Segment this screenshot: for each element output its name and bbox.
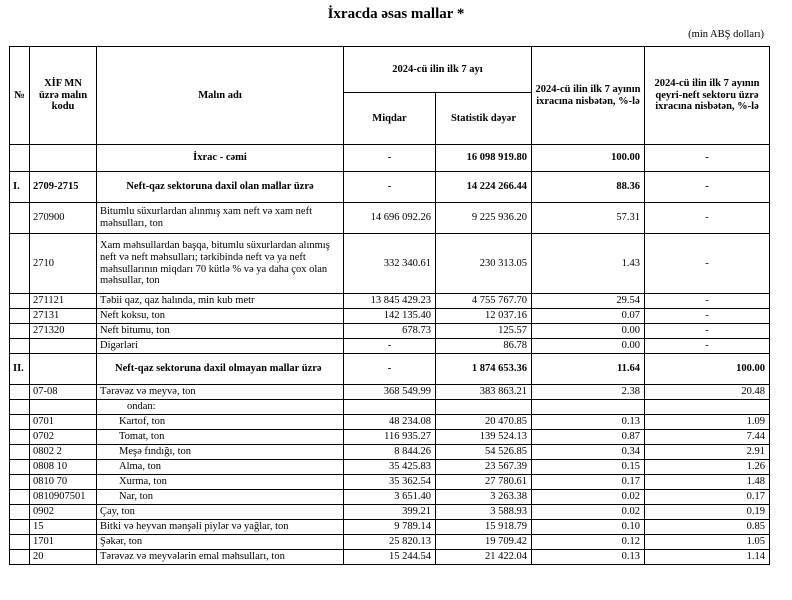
- row-value: 19 709.42: [436, 535, 532, 550]
- row-qty: 48 234.08: [344, 415, 436, 430]
- row-share2: -: [645, 324, 770, 339]
- header-share-total: 2024-cü ilin ilk 7 ayının ixracına nisbətən, %-lə: [532, 47, 645, 145]
- row-value: 20 470.85: [436, 415, 532, 430]
- row-value: 383 863.21: [436, 385, 532, 400]
- row-share: 100.00: [532, 145, 645, 172]
- row-name: Xurma, ton: [97, 475, 344, 490]
- row-value: 3 588.93: [436, 505, 532, 520]
- row-value: 9 225 936.20: [436, 203, 532, 234]
- row-num: [10, 385, 30, 400]
- row-share: 57.31: [532, 203, 645, 234]
- row-name: Bitki və heyvan mənşəli piylər və yağlar, ton: [97, 520, 344, 535]
- row-share: [532, 400, 645, 415]
- row-qty: 9 789.14: [344, 520, 436, 535]
- row-share: 88.36: [532, 172, 645, 203]
- row-code: 2709-2715: [30, 172, 97, 203]
- row-name: İxrac - cəmi: [97, 145, 344, 172]
- page-title: İxracda əsas mallar *: [327, 6, 465, 22]
- row-num: [10, 430, 30, 445]
- row-num: [10, 415, 30, 430]
- row-share2: 1.05: [645, 535, 770, 550]
- row-qty: 368 549.99: [344, 385, 436, 400]
- row-share2: -: [645, 145, 770, 172]
- row-share: 0.00: [532, 324, 645, 339]
- unit-note: (min ABŞ dolları): [688, 29, 764, 40]
- row-share: 1.43: [532, 234, 645, 294]
- row-qty: -: [344, 339, 436, 354]
- row-share2: 1.48: [645, 475, 770, 490]
- row-share: 0.02: [532, 505, 645, 520]
- row-name: Kartof, ton: [97, 415, 344, 430]
- row-num: [10, 505, 30, 520]
- row-num: II.: [10, 354, 30, 385]
- row-name: Tomat, ton: [97, 430, 344, 445]
- row-share: 0.07: [532, 309, 645, 324]
- row-name: Bitumlu süxurlardan alınmış xam neft və xam neft məhsulları, ton: [97, 203, 344, 234]
- row-num: [10, 535, 30, 550]
- row-code: 0810907501: [30, 490, 97, 505]
- row-name: Xam məhsullardan başqa, bitumlu süxurlardan alınmış neft və neft məhsulları; tərkibində neft və ya neft məhsullarının miqdarı 70 kütlə % və ya daha çox olan məhsullar, ton: [97, 234, 344, 294]
- row-num: [10, 490, 30, 505]
- row-share: 0.15: [532, 460, 645, 475]
- row-value: [436, 400, 532, 415]
- row-code: [30, 145, 97, 172]
- row-share2: 0.85: [645, 520, 770, 535]
- row-qty: 13 845 429.23: [344, 294, 436, 309]
- row-value: 230 313.05: [436, 234, 532, 294]
- row-num: [10, 550, 30, 565]
- header-value: Statistik dəyər: [436, 93, 532, 145]
- row-name: Çay, ton: [97, 505, 344, 520]
- row-num: [10, 339, 30, 354]
- row-value: 21 422.04: [436, 550, 532, 565]
- exports-table: [9, 46, 770, 565]
- row-share: 0.87: [532, 430, 645, 445]
- row-code: 0810 70: [30, 475, 97, 490]
- row-code: [30, 339, 97, 354]
- row-num: I.: [10, 172, 30, 203]
- row-qty: 116 935.27: [344, 430, 436, 445]
- row-value: 14 224 266.44: [436, 172, 532, 203]
- row-share2: -: [645, 203, 770, 234]
- row-share2: -: [645, 172, 770, 203]
- row-qty: [344, 400, 436, 415]
- header-share-nonoil: 2024-cü ilin ilk 7 ayının qeyri-neft sektoru üzrə ixracına nisbətən, %-lə: [645, 47, 770, 145]
- row-qty: 332 340.61: [344, 234, 436, 294]
- row-name: Tərəvəz və meyvə, ton: [97, 385, 344, 400]
- row-name: Neft bitumu, ton: [97, 324, 344, 339]
- row-share2: -: [645, 309, 770, 324]
- row-value: 86.78: [436, 339, 532, 354]
- row-code: 271121: [30, 294, 97, 309]
- row-code: 07-08: [30, 385, 97, 400]
- row-name: Digərləri: [97, 339, 344, 354]
- row-code: 0808 10: [30, 460, 97, 475]
- row-num: [10, 203, 30, 234]
- row-num: [10, 309, 30, 324]
- row-qty: 678.73: [344, 324, 436, 339]
- row-name: Meşə fındığı, ton: [97, 445, 344, 460]
- row-share: 11.64: [532, 354, 645, 385]
- row-qty: 399.21: [344, 505, 436, 520]
- row-code: 0902: [30, 505, 97, 520]
- row-share2: -: [645, 339, 770, 354]
- row-share: 2.38: [532, 385, 645, 400]
- row-code: 0701: [30, 415, 97, 430]
- row-share2: -: [645, 234, 770, 294]
- row-value: 16 098 919.80: [436, 145, 532, 172]
- header-qty: Miqdar: [344, 93, 436, 145]
- row-qty: -: [344, 172, 436, 203]
- row-value: 15 918.79: [436, 520, 532, 535]
- row-value: 4 755 767.70: [436, 294, 532, 309]
- row-num: [10, 400, 30, 415]
- row-qty: -: [344, 145, 436, 172]
- row-name: ondan:: [97, 400, 344, 415]
- row-share2: 1.26: [645, 460, 770, 475]
- row-qty: 8 844.26: [344, 445, 436, 460]
- row-code: 15: [30, 520, 97, 535]
- row-share2: 0.19: [645, 505, 770, 520]
- row-value: 23 567.39: [436, 460, 532, 475]
- row-code: 2710: [30, 234, 97, 294]
- row-name: Təbii qaz, qaz halında, min kub metr: [97, 294, 344, 309]
- row-num: [10, 294, 30, 309]
- row-num: [10, 234, 30, 294]
- row-share2: 1.14: [645, 550, 770, 565]
- row-share: 29.54: [532, 294, 645, 309]
- row-value: 3 263.38: [436, 490, 532, 505]
- row-name: Şəkər, ton: [97, 535, 344, 550]
- row-code: 20: [30, 550, 97, 565]
- row-code: 27131: [30, 309, 97, 324]
- header-period: 2024-cü ilin ilk 7 ayı: [344, 47, 532, 93]
- row-qty: 142 135.40: [344, 309, 436, 324]
- header-code: XİF MN üzrə malın kodu: [30, 47, 97, 145]
- row-share2: 100.00: [645, 354, 770, 385]
- row-num: [10, 520, 30, 535]
- row-code: [30, 354, 97, 385]
- row-value: 12 037.16: [436, 309, 532, 324]
- row-qty: 35 362.54: [344, 475, 436, 490]
- row-code: 0802 2: [30, 445, 97, 460]
- row-share2: -: [645, 294, 770, 309]
- row-num: [10, 145, 30, 172]
- row-value: 54 526.85: [436, 445, 532, 460]
- row-num: [10, 460, 30, 475]
- row-code: 270900: [30, 203, 97, 234]
- row-qty: 15 244.54: [344, 550, 436, 565]
- row-value: 139 524.13: [436, 430, 532, 445]
- row-share2: 2.91: [645, 445, 770, 460]
- header-name: Malın adı: [97, 47, 344, 145]
- row-code: 0702: [30, 430, 97, 445]
- row-value: 125.57: [436, 324, 532, 339]
- row-share: 0.02: [532, 490, 645, 505]
- row-name: Neft koksu, ton: [97, 309, 344, 324]
- row-share: 0.34: [532, 445, 645, 460]
- row-code: [30, 400, 97, 415]
- row-name: Neft-qaz sektoruna daxil olmayan mallar üzrə: [97, 354, 344, 385]
- row-name: Nar, ton: [97, 490, 344, 505]
- row-num: [10, 475, 30, 490]
- row-name: Alma, ton: [97, 460, 344, 475]
- row-qty: 25 820.13: [344, 535, 436, 550]
- row-value: 27 780.61: [436, 475, 532, 490]
- row-name: Tərəvəz və meyvələrin emal məhsulları, ton: [97, 550, 344, 565]
- row-share2: 1.09: [645, 415, 770, 430]
- row-share: 0.13: [532, 415, 645, 430]
- row-share: 0.13: [532, 550, 645, 565]
- row-qty: -: [344, 354, 436, 385]
- row-code: 271320: [30, 324, 97, 339]
- row-num: [10, 324, 30, 339]
- row-share: 0.17: [532, 475, 645, 490]
- row-share2: 0.17: [645, 490, 770, 505]
- row-name: Neft-qaz sektoruna daxil olan mallar üzrə: [97, 172, 344, 203]
- row-share: 0.00: [532, 339, 645, 354]
- row-qty: 14 696 092.26: [344, 203, 436, 234]
- row-code: 1701: [30, 535, 97, 550]
- row-qty: 35 425.83: [344, 460, 436, 475]
- row-share2: [645, 400, 770, 415]
- row-num: [10, 445, 30, 460]
- row-share: 0.12: [532, 535, 645, 550]
- header-num: №: [10, 47, 30, 145]
- row-share: 0.10: [532, 520, 645, 535]
- row-qty: 3 651.40: [344, 490, 436, 505]
- row-value: 1 874 653.36: [436, 354, 532, 385]
- row-share2: 7.44: [645, 430, 770, 445]
- row-share2: 20.48: [645, 385, 770, 400]
